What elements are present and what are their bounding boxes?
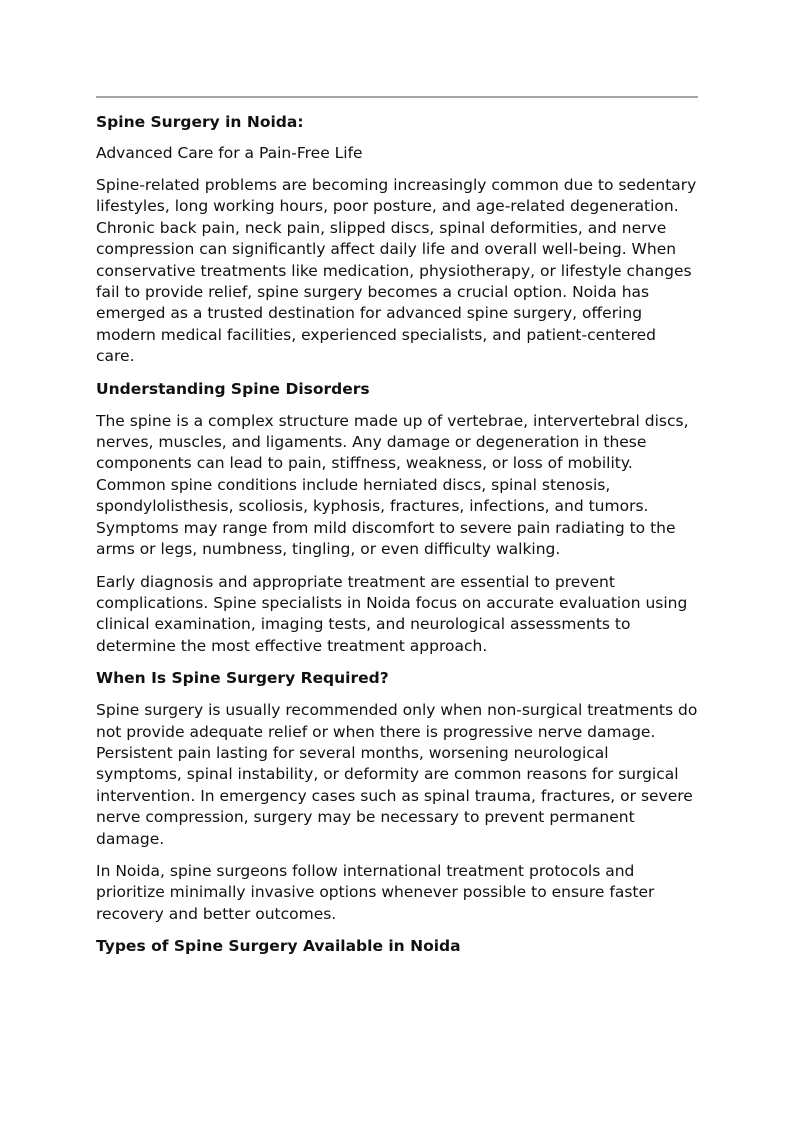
document-page [96, 96, 698, 968]
document-title: Spine Surgery in Noida: [96, 113, 304, 131]
document-subtitle: Advanced Care for a Pain-Free Life [96, 144, 363, 162]
section-paragraph: Early diagnosis and appropriate treatment are essential to prevent complications. Spine specialists in Noida focus on accurate evaluation using clinical examination, imaging tests, and neurological assessments to determine the most effective treatment approach. [96, 572, 688, 655]
section-heading-types: Types of Spine Surgery Available in Noida [96, 937, 461, 956]
intro-paragraph: Spine-related problems are becoming increasingly common due to sedentary lifestyles, long working hours, poor posture, and age-related degeneration. Chronic back pain, neck pain, slipped discs, spinal deformities, and nerve compression can significantly affect daily life and overall well-being. When conservative treatments like medication, physiotherapy, or lifestyle changes fail to provide relief, spine surgery becomes a crucial option. Noida has emerged as a trusted destination for advanced spine surgery, offering modern medical facilities, experienced specialists, and patient-centered care. [96, 176, 697, 366]
section-paragraph: The spine is a complex structure made up of vertebrae, intervertebral discs, nerves, muscles, and ligaments. Any damage or degeneration in these components can lead to pain, stiffness, weakness, or loss of mobility. Common spine conditions include herniated discs, spinal stenosis, spondylolisthesis, scoliosis, kyphosis, fractures, infections, and tumors. Symptoms may range from mild discomfort to severe pain radiating to the arms or legs, numbness, tingling, or even difficulty walking. [96, 411, 689, 559]
section-heading-understanding: Understanding Spine Disorders [96, 379, 370, 398]
section-paragraph: Spine surgery is usually recommended only when non-surgical treatments do not provide adequate relief or when there is progressive nerve damage. Persistent pain lasting for several months, worsening neurological symptoms, spinal instability, or deformity are common reasons for surgical intervention. In emergency cases such as spinal trauma, fractures, or severe nerve compression, surgery may be necessary to prevent permanent damage. [96, 701, 698, 848]
top-divider [96, 96, 698, 98]
section-paragraph: In Noida, spine surgeons follow international treatment protocols and prioritize minimally invasive options whenever possible to ensure faster recovery and better outcomes. [96, 861, 655, 923]
section-heading-when-required: When Is Spine Surgery Required? [96, 669, 389, 688]
